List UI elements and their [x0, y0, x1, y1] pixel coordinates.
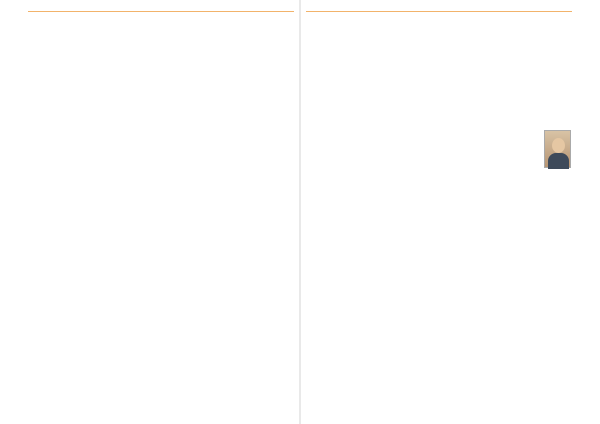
- right-page: [300, 0, 600, 424]
- references-column-1: [28, 18, 156, 402]
- header-rule-right: [306, 11, 572, 12]
- photo-body-shape: [548, 153, 569, 169]
- side-label-text-right: [576, 26, 600, 226]
- references-column-3: [307, 18, 435, 130]
- side-label-left: [2, 26, 26, 226]
- references-column-4: [442, 18, 570, 130]
- header-rule-left: [28, 11, 294, 12]
- photo-face-shape: [552, 138, 565, 153]
- author-block: [448, 130, 572, 188]
- author-photo: [544, 130, 571, 168]
- references-column-2: [163, 18, 291, 402]
- side-label-text-left: [2, 26, 26, 226]
- side-label-right: [576, 26, 600, 226]
